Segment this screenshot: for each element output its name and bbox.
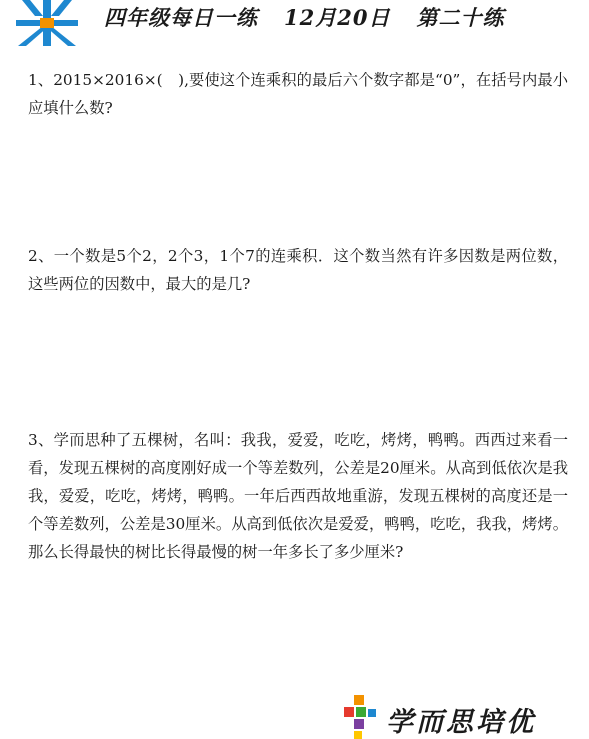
problem-1 bbox=[28, 66, 568, 122]
problem-number: 1、 bbox=[28, 71, 54, 89]
title-session: 第二十练 bbox=[416, 5, 505, 30]
problem-text: 2015×2016×( ),要使这个连乘积的最后六个数字都是“0”，在括号内最小应填什么数? bbox=[28, 71, 568, 117]
header-logo-icon bbox=[16, 0, 78, 46]
footer-brand: 学而思培优 bbox=[386, 707, 536, 738]
problem-2 bbox=[28, 242, 568, 298]
problem-number: 2、 bbox=[28, 247, 54, 265]
problem-3 bbox=[28, 426, 568, 566]
title-date: 12月20日 bbox=[284, 5, 391, 30]
problem-text: 学而思种了五棵树，名叫：我我，爱爱，吃吃，烤烤，鸭鸭。西西过来看一看，发现五棵树的高度刚好成一个等差数列，公差是20厘米。从高到低依次是我我，爱爱，吃吃，烤烤，鸭鸭。一年后西西故地重游，发现五棵树的高度还是一个等差数列，公差是30厘米。从高到低依次是爱爱，鸭鸭，吃吃，我我，烤烤。那么长得最快的树比长得最慢的树一年多长了多少厘米? bbox=[28, 431, 568, 561]
problem-text: 一个数是5个2，2个3，1个7的连乘积．这个数当然有许多因数是两位数，这些两位的因数中，最大的是几? bbox=[28, 247, 568, 293]
problem-number: 3、 bbox=[28, 431, 54, 449]
title-grade: 四年级每日一练 bbox=[104, 5, 258, 30]
page-title bbox=[104, 2, 504, 32]
footer-logo-icon bbox=[340, 695, 380, 739]
